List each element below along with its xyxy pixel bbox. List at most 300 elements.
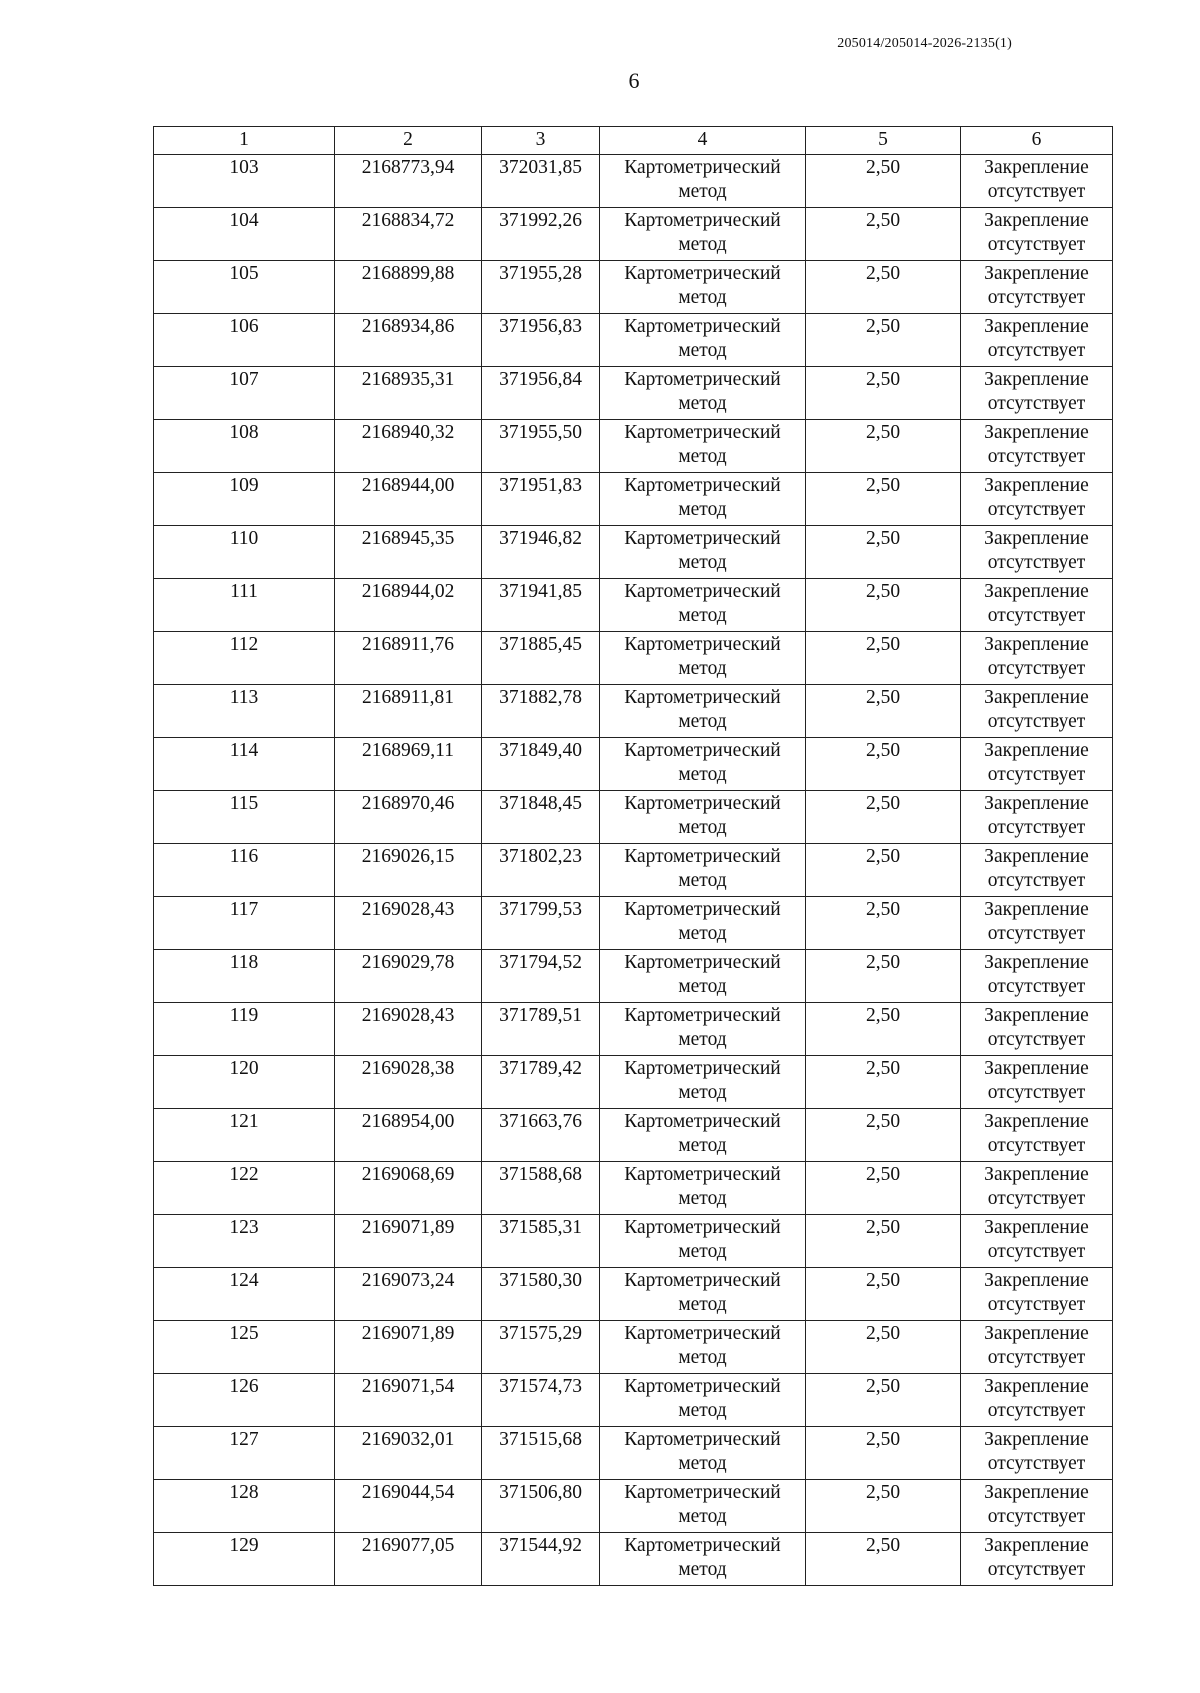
x-coordinate-cell-text: 2168911,76 (362, 634, 454, 655)
fixing-description-cell-text: отсутствует (987, 711, 1086, 732)
method-cell-text: метод (678, 764, 727, 785)
point-number-cell-text: 111 (230, 581, 258, 602)
method-cell-text: Картометрический (624, 1429, 781, 1450)
y-coordinate-cell (482, 367, 600, 420)
x-coordinate-cell (335, 526, 482, 579)
y-coordinate-cell-text: 371882,78 (499, 687, 582, 708)
y-coordinate-cell-text: 371802,23 (499, 846, 582, 867)
precision-cell-text: 2,50 (865, 740, 901, 761)
method-cell (600, 685, 806, 738)
precision-cell (806, 1162, 961, 1215)
table-row (154, 208, 1113, 261)
fixing-description-cell-text: Закрепление (984, 422, 1089, 443)
precision-cell (806, 526, 961, 579)
method-cell-text: метод (678, 1135, 727, 1156)
table-row (154, 1480, 1113, 1533)
x-coordinate-cell (335, 579, 482, 632)
method-cell-text: метод (678, 1241, 727, 1262)
x-coordinate-cell (335, 950, 482, 1003)
method-cell (600, 897, 806, 950)
fixing-description-cell (961, 526, 1113, 579)
method-cell-text: метод (678, 1453, 727, 1474)
point-number-cell-text: 123 (229, 1217, 259, 1238)
x-coordinate-cell-text: 2169028,38 (361, 1058, 455, 1079)
method-cell (600, 1374, 806, 1427)
x-coordinate-cell-text: 2169029,78 (361, 952, 455, 973)
point-number-cell-text: 106 (229, 316, 259, 337)
x-coordinate-cell (335, 1427, 482, 1480)
point-number-cell (154, 1215, 335, 1268)
method-cell-text: метод (678, 181, 727, 202)
fixing-description-cell-text: Закрепление (984, 581, 1089, 602)
table-header (154, 127, 1113, 155)
point-number-cell-text: 129 (229, 1535, 259, 1556)
method-cell-text: метод (678, 340, 727, 361)
point-number-cell-text: 109 (229, 475, 259, 496)
y-coordinate-cell (482, 738, 600, 791)
table-row (154, 155, 1113, 208)
fixing-description-cell-text: отсутствует (987, 287, 1086, 308)
fixing-description-cell (961, 155, 1113, 208)
x-coordinate-cell (335, 261, 482, 314)
x-coordinate-cell-text: 2168934,86 (361, 316, 455, 337)
method-cell (600, 314, 806, 367)
y-coordinate-cell-text: 371789,42 (499, 1058, 582, 1079)
table-row (154, 1533, 1113, 1586)
fixing-description-cell (961, 1162, 1113, 1215)
document-code: 205014/205014-2026-2135(1) (837, 36, 1012, 51)
y-coordinate-cell (482, 1321, 600, 1374)
fixing-description-cell-text: отсутствует (987, 764, 1086, 785)
x-coordinate-cell-text: 2168970,46 (361, 793, 455, 814)
fixing-description-cell (961, 1215, 1113, 1268)
x-coordinate-cell (335, 1533, 482, 1586)
y-coordinate-cell (482, 526, 600, 579)
fixing-description-cell-text: Закрепление (984, 528, 1089, 549)
y-coordinate-cell-text: 371794,52 (499, 952, 582, 973)
fixing-description-cell-text: отсутствует (987, 1294, 1086, 1315)
precision-cell (806, 208, 961, 261)
y-coordinate-cell (482, 1215, 600, 1268)
y-coordinate-cell (482, 208, 600, 261)
precision-cell-text: 2,50 (865, 1058, 901, 1079)
method-cell-text: Картометрический (624, 634, 781, 655)
point-number-cell-text: 105 (229, 263, 259, 284)
point-number-cell (154, 367, 335, 420)
method-cell-text: Картометрический (624, 369, 781, 390)
method-cell-text: метод (678, 976, 727, 997)
table-row (154, 314, 1113, 367)
table-row (154, 473, 1113, 526)
point-number-cell-text: 119 (229, 1005, 259, 1026)
point-number-cell (154, 1056, 335, 1109)
fixing-description-cell-text: отсутствует (987, 234, 1086, 255)
point-number-cell (154, 1268, 335, 1321)
precision-cell-text: 2,50 (865, 846, 901, 867)
fixing-description-cell (961, 420, 1113, 473)
y-coordinate-cell (482, 844, 600, 897)
x-coordinate-cell (335, 685, 482, 738)
precision-cell-text: 2,50 (865, 1111, 901, 1132)
y-coordinate-cell (482, 791, 600, 844)
column-header: 5 (806, 127, 961, 155)
method-cell-text: метод (678, 817, 727, 838)
coordinates-table-container (153, 126, 1112, 1586)
table-row (154, 1321, 1113, 1374)
x-coordinate-cell-text: 2169068,69 (361, 1164, 455, 1185)
x-coordinate-cell (335, 791, 482, 844)
y-coordinate-cell (482, 1533, 600, 1586)
fixing-description-cell (961, 367, 1113, 420)
method-cell-text: Картометрический (624, 422, 781, 443)
precision-cell (806, 1321, 961, 1374)
point-number-cell-text: 120 (229, 1058, 259, 1079)
y-coordinate-cell-text: 371574,73 (499, 1376, 582, 1397)
method-cell (600, 1162, 806, 1215)
method-cell (600, 367, 806, 420)
precision-cell-text: 2,50 (865, 528, 901, 549)
point-number-cell-text: 122 (229, 1164, 259, 1185)
precision-cell-text: 2,50 (865, 1164, 901, 1185)
fixing-description-cell-text: Закрепление (984, 1005, 1089, 1026)
page-number: 6 (628, 68, 640, 93)
precision-cell-text: 2,50 (865, 1535, 901, 1556)
fixing-description-cell (961, 685, 1113, 738)
x-coordinate-cell (335, 1374, 482, 1427)
fixing-description-cell (961, 1003, 1113, 1056)
column-header: 3 (482, 127, 600, 155)
precision-cell-text: 2,50 (865, 1323, 901, 1344)
fixing-description-cell (961, 1533, 1113, 1586)
precision-cell-text: 2,50 (865, 422, 901, 443)
method-cell-text: Картометрический (624, 157, 781, 178)
fixing-description-cell (961, 791, 1113, 844)
table-body (154, 155, 1113, 1586)
method-cell (600, 208, 806, 261)
fixing-description-cell (961, 1480, 1113, 1533)
fixing-description-cell-text: Закрепление (984, 1164, 1089, 1185)
fixing-description-cell-text: Закрепление (984, 1270, 1089, 1291)
precision-cell (806, 738, 961, 791)
precision-cell (806, 261, 961, 314)
precision-cell-text: 2,50 (865, 793, 901, 814)
point-number-cell (154, 208, 335, 261)
point-number-cell-text: 125 (229, 1323, 259, 1344)
x-coordinate-cell-text: 2168944,00 (361, 475, 455, 496)
precision-cell (806, 632, 961, 685)
method-cell-text: Картометрический (624, 952, 781, 973)
method-cell-text: Картометрический (624, 846, 781, 867)
method-cell-text: Картометрический (624, 316, 781, 337)
precision-cell (806, 473, 961, 526)
precision-cell-text: 2,50 (865, 263, 901, 284)
column-header: 1 (154, 127, 335, 155)
precision-cell-text: 2,50 (865, 157, 901, 178)
precision-cell-text: 2,50 (865, 1376, 901, 1397)
precision-cell-text: 2,50 (865, 1217, 901, 1238)
precision-cell (806, 1533, 961, 1586)
fixing-description-cell-text: отсутствует (987, 817, 1086, 838)
precision-cell (806, 950, 961, 1003)
x-coordinate-cell-text: 2169073,24 (361, 1270, 455, 1291)
precision-cell (806, 1427, 961, 1480)
table-row (154, 950, 1113, 1003)
method-cell-text: Картометрический (624, 581, 781, 602)
x-coordinate-cell (335, 1321, 482, 1374)
x-coordinate-cell-text: 2168954,00 (361, 1111, 455, 1132)
precision-cell-text: 2,50 (865, 1270, 901, 1291)
x-coordinate-cell-text: 2169028,43 (361, 1005, 455, 1026)
y-coordinate-cell-text: 371848,45 (499, 793, 582, 814)
method-cell-text: Картометрический (624, 1323, 781, 1344)
x-coordinate-cell (335, 1268, 482, 1321)
fixing-description-cell-text: Закрепление (984, 740, 1089, 761)
fixing-description-cell-text: Закрепление (984, 793, 1089, 814)
precision-cell-text: 2,50 (865, 952, 901, 973)
method-cell-text: Картометрический (624, 1376, 781, 1397)
table-row (154, 526, 1113, 579)
method-cell-text: метод (678, 499, 727, 520)
method-cell (600, 1321, 806, 1374)
method-cell-text: Картометрический (624, 899, 781, 920)
fixing-description-cell-text: Закрепление (984, 1111, 1089, 1132)
y-coordinate-cell (482, 685, 600, 738)
fixing-description-cell-text: Закрепление (984, 157, 1089, 178)
method-cell (600, 579, 806, 632)
fixing-description-cell-text: отсутствует (987, 1241, 1086, 1262)
x-coordinate-cell (335, 208, 482, 261)
table-row (154, 632, 1113, 685)
precision-cell-text: 2,50 (865, 475, 901, 496)
y-coordinate-cell-text: 371544,92 (499, 1535, 582, 1556)
y-coordinate-cell (482, 1162, 600, 1215)
fixing-description-cell-text: отсутствует (987, 1029, 1086, 1050)
y-coordinate-cell-text: 371955,50 (499, 422, 582, 443)
y-coordinate-cell (482, 1480, 600, 1533)
method-cell-text: метод (678, 658, 727, 679)
precision-cell (806, 420, 961, 473)
table-row (154, 1374, 1113, 1427)
y-coordinate-cell-text: 371506,80 (499, 1482, 582, 1503)
method-cell-text: метод (678, 287, 727, 308)
point-number-cell (154, 261, 335, 314)
method-cell-text: Картометрический (624, 1535, 781, 1556)
fixing-description-cell (961, 208, 1113, 261)
column-header: 6 (961, 127, 1113, 155)
precision-cell (806, 1374, 961, 1427)
point-number-cell (154, 526, 335, 579)
point-number-cell-text: 126 (229, 1376, 259, 1397)
y-coordinate-cell (482, 1003, 600, 1056)
precision-cell (806, 579, 961, 632)
point-number-cell-text: 118 (229, 952, 259, 973)
method-cell-text: метод (678, 1294, 727, 1315)
x-coordinate-cell (335, 1056, 482, 1109)
method-cell-text: Картометрический (624, 528, 781, 549)
fixing-description-cell (961, 314, 1113, 367)
point-number-cell (154, 155, 335, 208)
method-cell-text: метод (678, 1347, 727, 1368)
fixing-description-cell (961, 1374, 1113, 1427)
y-coordinate-cell-text: 371951,83 (499, 475, 582, 496)
precision-cell (806, 791, 961, 844)
method-cell (600, 473, 806, 526)
point-number-cell (154, 791, 335, 844)
point-number-cell (154, 950, 335, 1003)
y-coordinate-cell (482, 314, 600, 367)
y-coordinate-cell (482, 579, 600, 632)
y-coordinate-cell-text: 371992,26 (499, 210, 582, 231)
table-row (154, 791, 1113, 844)
method-cell (600, 261, 806, 314)
fixing-description-cell (961, 1056, 1113, 1109)
method-cell-text: метод (678, 1082, 727, 1103)
table-row (154, 1109, 1113, 1162)
point-number-cell-text: 103 (229, 157, 259, 178)
y-coordinate-cell-text: 371575,29 (499, 1323, 582, 1344)
point-number-cell-text: 112 (229, 634, 259, 655)
precision-cell (806, 844, 961, 897)
x-coordinate-cell (335, 632, 482, 685)
point-number-cell (154, 1162, 335, 1215)
method-cell-text: Картометрический (624, 1270, 781, 1291)
y-coordinate-cell (482, 1427, 600, 1480)
point-number-cell (154, 685, 335, 738)
y-coordinate-cell-text: 371955,28 (499, 263, 582, 284)
fixing-description-cell-text: Закрепление (984, 1217, 1089, 1238)
point-number-cell-text: 114 (229, 740, 259, 761)
method-cell (600, 1268, 806, 1321)
fixing-description-cell (961, 261, 1113, 314)
precision-cell (806, 367, 961, 420)
x-coordinate-cell-text: 2169077,05 (361, 1535, 455, 1556)
fixing-description-cell-text: Закрепление (984, 1323, 1089, 1344)
fixing-description-cell-text: Закрепление (984, 1376, 1089, 1397)
method-cell-text: Картометрический (624, 1111, 781, 1132)
fixing-description-cell-text: отсутствует (987, 552, 1086, 573)
fixing-description-cell-text: отсутствует (987, 1135, 1086, 1156)
fixing-description-cell-text: отсутствует (987, 870, 1086, 891)
fixing-description-cell-text: отсутствует (987, 181, 1086, 202)
x-coordinate-cell (335, 738, 482, 791)
fixing-description-cell-text: отсутствует (987, 1559, 1086, 1580)
x-coordinate-cell (335, 314, 482, 367)
x-coordinate-cell-text: 2168940,32 (361, 422, 455, 443)
y-coordinate-cell (482, 897, 600, 950)
precision-cell-text: 2,50 (865, 1482, 901, 1503)
fixing-description-cell (961, 632, 1113, 685)
method-cell-text: метод (678, 446, 727, 467)
x-coordinate-cell (335, 1162, 482, 1215)
fixing-description-cell-text: Закрепление (984, 634, 1089, 655)
x-coordinate-cell-text: 2169071,89 (361, 1217, 455, 1238)
fixing-description-cell-text: отсутствует (987, 1400, 1086, 1421)
x-coordinate-cell-text: 2168911,81 (362, 687, 454, 708)
precision-cell-text: 2,50 (865, 1005, 901, 1026)
method-cell-text: метод (678, 605, 727, 626)
x-coordinate-cell-text: 2169032,01 (361, 1429, 455, 1450)
fixing-description-cell (961, 844, 1113, 897)
x-coordinate-cell-text: 2168969,11 (362, 740, 454, 761)
point-number-cell (154, 1003, 335, 1056)
fixing-description-cell-text: Закрепление (984, 1429, 1089, 1450)
point-number-cell (154, 1427, 335, 1480)
table-row (154, 367, 1113, 420)
fixing-description-cell-text: Закрепление (984, 1058, 1089, 1079)
method-cell-text: метод (678, 870, 727, 891)
precision-cell-text: 2,50 (865, 581, 901, 602)
method-cell (600, 632, 806, 685)
fixing-description-cell (961, 738, 1113, 791)
point-number-cell (154, 1321, 335, 1374)
y-coordinate-cell (482, 1056, 600, 1109)
fixing-description-cell-text: отсутствует (987, 923, 1086, 944)
method-cell-text: Картометрический (624, 740, 781, 761)
point-number-cell (154, 632, 335, 685)
method-cell-text: метод (678, 234, 727, 255)
precision-cell (806, 1480, 961, 1533)
y-coordinate-cell-text: 371799,53 (499, 899, 582, 920)
x-coordinate-cell-text: 2169044,54 (361, 1482, 455, 1503)
fixing-description-cell (961, 897, 1113, 950)
fixing-description-cell-text: Закрепление (984, 899, 1089, 920)
point-number-cell-text: 107 (229, 369, 259, 390)
table-row (154, 1162, 1113, 1215)
fixing-description-cell-text: Закрепление (984, 1482, 1089, 1503)
x-coordinate-cell (335, 897, 482, 950)
y-coordinate-cell (482, 1268, 600, 1321)
method-cell-text: метод (678, 1188, 727, 1209)
y-coordinate-cell-text: 371515,68 (499, 1429, 582, 1450)
precision-cell-text: 2,50 (865, 687, 901, 708)
fixing-description-cell-text: отсутствует (987, 1347, 1086, 1368)
method-cell-text: Картометрический (624, 1058, 781, 1079)
precision-cell-text: 2,50 (865, 634, 901, 655)
table-row (154, 738, 1113, 791)
point-number-cell (154, 579, 335, 632)
precision-cell (806, 1109, 961, 1162)
precision-cell-text: 2,50 (865, 899, 901, 920)
precision-cell (806, 1056, 961, 1109)
method-cell (600, 1056, 806, 1109)
fixing-description-cell-text: Закрепление (984, 210, 1089, 231)
fixing-description-cell-text: отсутствует (987, 446, 1086, 467)
precision-cell (806, 314, 961, 367)
column-header: 2 (335, 127, 482, 155)
fixing-description-cell-text: Закрепление (984, 1535, 1089, 1556)
table-row (154, 897, 1113, 950)
fixing-description-cell-text: отсутствует (987, 340, 1086, 361)
x-coordinate-cell-text: 2168935,31 (361, 369, 455, 390)
method-cell-text: Картометрический (624, 687, 781, 708)
method-cell (600, 420, 806, 473)
x-coordinate-cell-text: 2168773,94 (361, 157, 455, 178)
point-number-cell (154, 473, 335, 526)
fixing-description-cell-text: отсутствует (987, 1506, 1086, 1527)
table-row (154, 685, 1113, 738)
x-coordinate-cell (335, 1215, 482, 1268)
precision-cell-text: 2,50 (865, 210, 901, 231)
y-coordinate-cell (482, 420, 600, 473)
fixing-description-cell-text: Закрепление (984, 846, 1089, 867)
fixing-description-cell-text: отсутствует (987, 605, 1086, 626)
point-number-cell (154, 844, 335, 897)
method-cell (600, 738, 806, 791)
y-coordinate-cell (482, 1109, 600, 1162)
fixing-description-cell-text: отсутствует (987, 658, 1086, 679)
fixing-description-cell-text: отсутствует (987, 1188, 1086, 1209)
y-coordinate-cell-text: 371588,68 (499, 1164, 582, 1185)
